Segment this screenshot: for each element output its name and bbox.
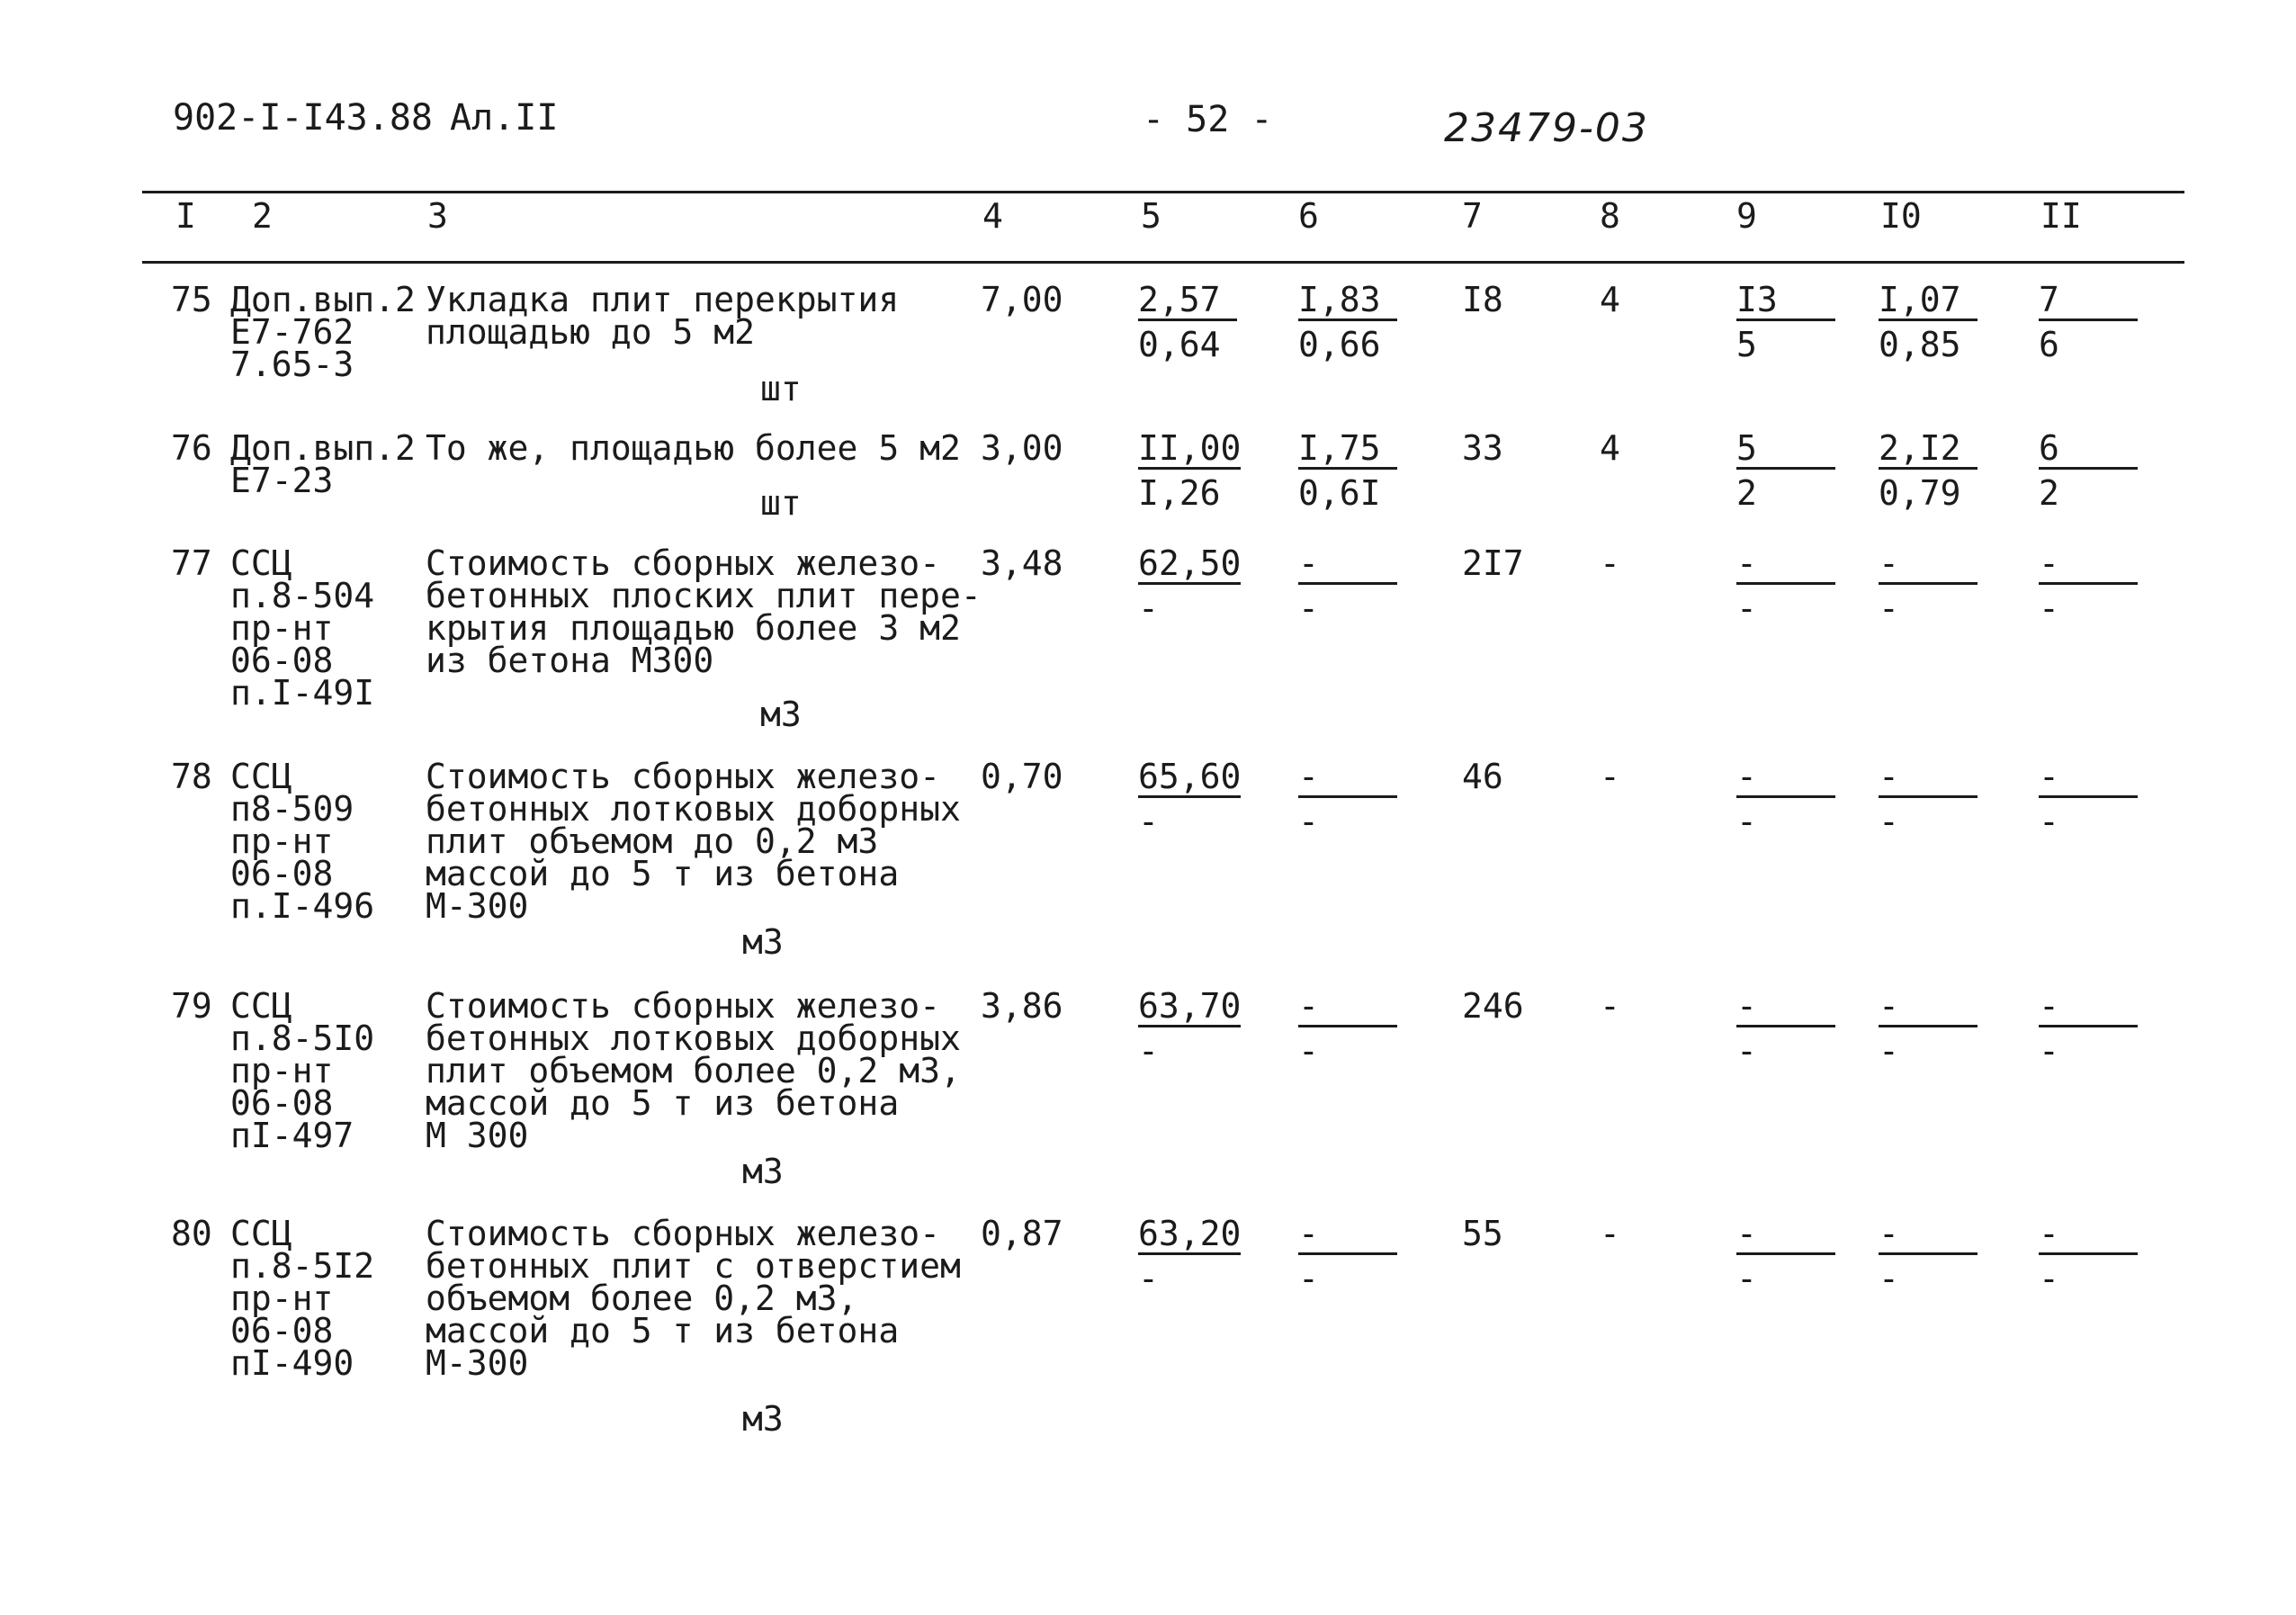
norm-code (230, 986, 375, 1155)
code-line: п.8-504 (230, 576, 375, 615)
fraction-bottom: 2 (2039, 473, 2059, 513)
fraction-bottom: - (1879, 1031, 1899, 1071)
fraction-top: - (2039, 547, 2138, 585)
fraction-top: 7 (2039, 283, 2138, 321)
fraction-col9 (1736, 986, 1835, 1071)
description-line: Стоимость сборных железо- (426, 986, 940, 1026)
fraction-bottom: - (2039, 1031, 2059, 1071)
norm-code (230, 428, 416, 500)
col7-value: 33 (1462, 428, 1503, 468)
col-header-2: 2 (252, 196, 273, 236)
col7-value: 46 (1462, 757, 1503, 796)
fraction-top: 62,50 (1138, 543, 1242, 583)
fraction-col10 (1879, 1214, 1978, 1298)
fraction-bottom: - (2039, 588, 2059, 628)
fraction-col10 (1879, 543, 1978, 628)
fraction-col5 (1138, 428, 1242, 513)
fraction-bottom: - (2039, 1259, 2059, 1298)
fraction-top: 2,57 (1138, 283, 1237, 321)
fraction-bottom: - (1879, 802, 1899, 841)
description-line: крытия площадью более 3 м2 (426, 608, 961, 648)
col8-value: - (1600, 1214, 1620, 1253)
work-description (426, 986, 961, 1155)
code-line: п.I-496 (230, 886, 375, 926)
col8-value: - (1600, 986, 1620, 1026)
row-number: 75 (171, 280, 212, 319)
fraction-top: 63,20 (1138, 1214, 1242, 1253)
description-line: площадью до 5 м2 (426, 312, 756, 352)
fraction-top: - (2039, 990, 2138, 1027)
col-header-1: I (175, 196, 196, 236)
fraction-col11 (2039, 428, 2138, 513)
description-line: из бетона М300 (426, 641, 714, 680)
fraction-bottom: I,26 (1138, 473, 1221, 513)
code-line: ССЦ (230, 543, 292, 583)
code-line: пр-нт (230, 1279, 334, 1318)
col-header-7: 7 (1462, 196, 1483, 236)
fraction-col5 (1138, 543, 1242, 628)
code-line: пр-нт (230, 1051, 334, 1090)
table-header-rule (142, 261, 2184, 264)
fraction-bottom: - (1138, 1259, 1159, 1298)
unit-label: м3 (742, 1399, 784, 1439)
unit-label: шт (760, 483, 802, 523)
fraction-top: - (1879, 990, 1978, 1027)
code-line: 06-08 (230, 641, 334, 680)
description-line: бетонных лотковых доборных (426, 1018, 961, 1058)
unit-label: м3 (742, 1152, 784, 1191)
fraction-col11 (2039, 280, 2138, 364)
code-line: Е7-23 (230, 461, 334, 500)
fraction-col5 (1138, 757, 1242, 841)
fraction-col11 (2039, 543, 2138, 628)
col-header-11: II (2040, 196, 2082, 236)
code-line: п8-509 (230, 789, 354, 829)
quantity: 3,48 (981, 543, 1063, 583)
col-header-8: 8 (1600, 196, 1620, 236)
col-header-3: 3 (427, 196, 448, 236)
col-header-6: 6 (1298, 196, 1319, 236)
fraction-col5 (1138, 280, 1237, 364)
work-description (426, 428, 961, 468)
fraction-col10 (1879, 757, 1978, 841)
code-line: Доп.вып.2 (230, 280, 416, 319)
col8-value: - (1600, 543, 1620, 583)
fraction-col9 (1736, 1214, 1835, 1298)
fraction-bottom: 5 (1736, 325, 1757, 364)
fraction-col6 (1298, 543, 1397, 628)
fraction-col9 (1736, 757, 1835, 841)
col7-value: I8 (1462, 280, 1503, 319)
code-line: 06-08 (230, 1083, 334, 1123)
fraction-top: I3 (1736, 283, 1835, 321)
fraction-top: - (1736, 547, 1835, 585)
fraction-top: 5 (1736, 432, 1835, 470)
description-line: М-300 (426, 886, 529, 926)
fraction-bottom: - (1736, 1259, 1757, 1298)
fraction-col10 (1879, 986, 1978, 1071)
fraction-bottom: 6 (2039, 325, 2059, 364)
description-line: плит объемом более 0,2 м3, (426, 1051, 961, 1090)
fraction-bottom: - (2039, 802, 2059, 841)
fraction-col10 (1879, 280, 1978, 364)
fraction-top: I,07 (1879, 283, 1978, 321)
fraction-top: I,83 (1298, 283, 1397, 321)
fraction-top: - (1298, 990, 1397, 1027)
fraction-col11 (2039, 1214, 2138, 1298)
fraction-top: - (1736, 990, 1835, 1027)
quantity: 0,87 (981, 1214, 1063, 1253)
col-header-5: 5 (1141, 196, 1161, 236)
code-line: пр-нт (230, 821, 334, 861)
fraction-bottom: - (1138, 1031, 1159, 1071)
fraction-top: 65,60 (1138, 757, 1242, 796)
fraction-bottom: - (1879, 1259, 1899, 1298)
unit-label: м3 (742, 922, 784, 962)
code-line: ССЦ (230, 757, 292, 796)
fraction-bottom: 0,6I (1298, 473, 1381, 513)
fraction-top: - (1879, 760, 1978, 798)
col7-value: 246 (1462, 986, 1524, 1026)
fraction-top: - (1879, 1217, 1978, 1255)
description-line: массой до 5 т из бетона (426, 1083, 900, 1123)
description-line: Стоимость сборных железо- (426, 757, 940, 796)
fraction-top: - (1736, 1217, 1835, 1255)
quantity: 7,00 (981, 280, 1063, 319)
work-description (426, 757, 961, 926)
handwritten-number: 23479-03 (1444, 105, 1649, 151)
description-line: плит объемом до 0,2 м3 (426, 821, 879, 861)
fraction-bottom: 0,85 (1879, 325, 1961, 364)
col7-value: 2I7 (1462, 543, 1524, 583)
description-line: массой до 5 т из бетона (426, 1311, 900, 1350)
description-line: Стоимость сборных железо- (426, 1214, 940, 1253)
fraction-bottom: - (1138, 588, 1159, 628)
fraction-bottom: - (1736, 588, 1757, 628)
fraction-col9 (1736, 280, 1835, 364)
fraction-col6 (1298, 757, 1397, 841)
fraction-col6 (1298, 1214, 1397, 1298)
col8-value: 4 (1600, 280, 1620, 319)
album-label: Ал.II (450, 97, 559, 139)
code-line: пI-490 (230, 1343, 354, 1383)
code-line: ССЦ (230, 1214, 292, 1253)
code-line: п.8-5I2 (230, 1246, 375, 1286)
col8-value: 4 (1600, 428, 1620, 468)
unit-label: м3 (760, 695, 802, 734)
unit-label: шт (760, 369, 802, 408)
fraction-col5 (1138, 986, 1242, 1071)
fraction-col6 (1298, 280, 1397, 364)
fraction-top: - (1879, 547, 1978, 585)
work-description (426, 280, 900, 352)
description-line: М 300 (426, 1116, 529, 1155)
fraction-col10 (1879, 428, 1978, 513)
fraction-bottom: 0,64 (1138, 325, 1221, 364)
table-top-rule (142, 191, 2184, 193)
row-number: 80 (171, 1214, 212, 1253)
fraction-col6 (1298, 428, 1397, 513)
code-line: Доп.вып.2 (230, 428, 416, 468)
work-description (426, 543, 982, 680)
description-line: М-300 (426, 1343, 529, 1383)
fraction-top: 6 (2039, 432, 2138, 470)
fraction-top: - (2039, 760, 2138, 798)
code-line: пI-497 (230, 1116, 354, 1155)
work-description (426, 1214, 961, 1383)
description-line: бетонных плоских плит пере- (426, 576, 982, 615)
norm-code (230, 280, 416, 384)
fraction-bottom: - (1298, 1259, 1319, 1298)
col8-value: - (1600, 757, 1620, 796)
code-line: п.I-49I (230, 673, 375, 713)
document-code: 902-I-I43.88 (173, 97, 433, 139)
fraction-top: - (1736, 760, 1835, 798)
fraction-bottom: - (1298, 802, 1319, 841)
code-line: 06-08 (230, 1311, 334, 1350)
row-number: 78 (171, 757, 212, 796)
code-line: 06-08 (230, 854, 334, 893)
row-number: 77 (171, 543, 212, 583)
col7-value: 55 (1462, 1214, 1503, 1253)
fraction-bottom: - (1298, 588, 1319, 628)
quantity: 3,00 (981, 428, 1063, 468)
col-header-9: 9 (1736, 196, 1757, 236)
norm-code (230, 543, 375, 713)
fraction-top: - (1298, 1217, 1397, 1255)
row-number: 79 (171, 986, 212, 1026)
fraction-top: 63,70 (1138, 986, 1242, 1026)
fraction-bottom: - (1736, 802, 1757, 841)
fraction-bottom: 0,79 (1879, 473, 1961, 513)
quantity: 3,86 (981, 986, 1063, 1026)
fraction-bottom: - (1879, 588, 1899, 628)
fraction-top: II,00 (1138, 428, 1242, 468)
norm-code (230, 757, 375, 926)
fraction-top: - (2039, 1217, 2138, 1255)
fraction-top: - (1298, 760, 1397, 798)
description-line: массой до 5 т из бетона (426, 854, 900, 893)
fraction-bottom: - (1138, 802, 1159, 841)
code-line: п.8-5I0 (230, 1018, 375, 1058)
fraction-top: 2,I2 (1879, 432, 1978, 470)
fraction-col9 (1736, 543, 1835, 628)
quantity: 0,70 (981, 757, 1063, 796)
description-line: бетонных плит с отверстием (426, 1246, 961, 1286)
code-line: пр-нт (230, 608, 334, 648)
description-line: То же, площадью более 5 м2 (426, 428, 961, 468)
fraction-bottom: - (1298, 1031, 1319, 1071)
description-line: бетонных лотковых доборных (426, 789, 961, 829)
fraction-col5 (1138, 1214, 1242, 1298)
fraction-col11 (2039, 757, 2138, 841)
code-line: ССЦ (230, 986, 292, 1026)
fraction-top: - (1298, 547, 1397, 585)
fraction-col11 (2039, 986, 2138, 1071)
col-header-4: 4 (982, 196, 1003, 236)
code-line: Е7-762 (230, 312, 354, 352)
description-line: Укладка плит перекрытия (426, 280, 900, 319)
fraction-col9 (1736, 428, 1835, 513)
fraction-top: I,75 (1298, 432, 1397, 470)
norm-code (230, 1214, 375, 1383)
row-number: 76 (171, 428, 212, 468)
fraction-bottom: - (1736, 1031, 1757, 1071)
fraction-bottom: 2 (1736, 473, 1757, 513)
fraction-col6 (1298, 986, 1397, 1071)
col-header-10: I0 (1880, 196, 1922, 236)
description-line: объемом более 0,2 м3, (426, 1279, 858, 1318)
fraction-bottom: 0,66 (1298, 325, 1381, 364)
code-line: 7.65-3 (230, 345, 354, 384)
description-line: Стоимость сборных железо- (426, 543, 940, 583)
page-number: - 52 - (1143, 99, 1273, 140)
